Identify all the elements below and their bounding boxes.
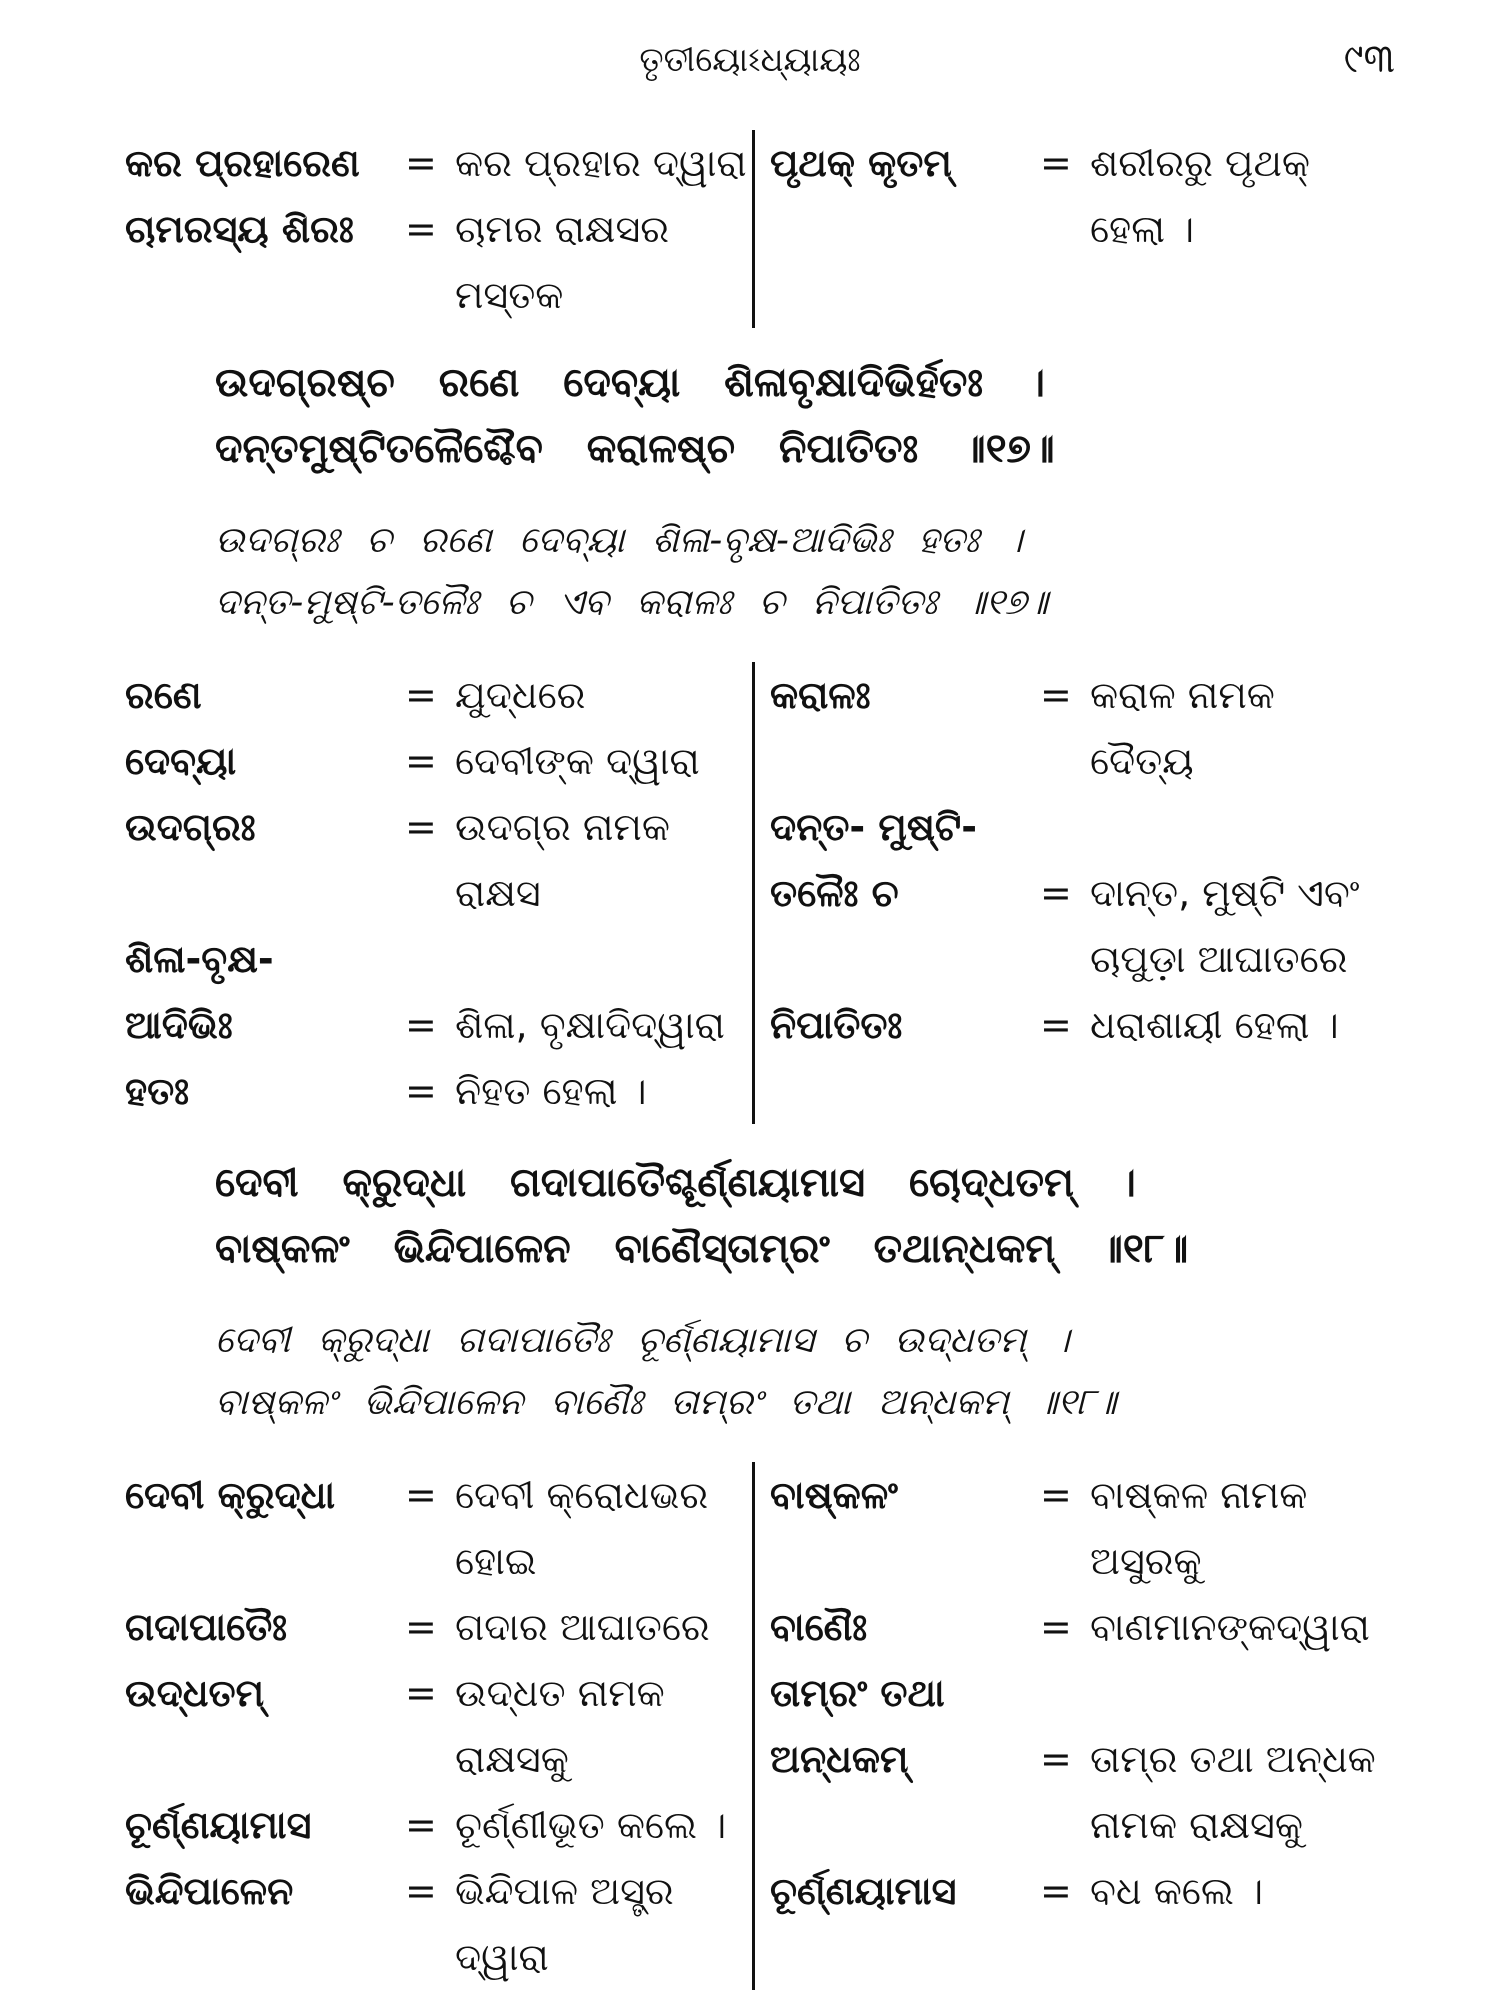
gloss-meaning: ରାକ୍ଷସ (455, 871, 541, 915)
gloss-equals: = (1040, 141, 1072, 185)
verse-17-padaccheda (215, 510, 1315, 634)
gloss-meaning: ଚୂର୍ଣ୍ଣୀଭୂତ କଲେ । (455, 1803, 727, 1847)
gloss-table-1-left (125, 130, 745, 328)
gloss-row (770, 130, 1405, 196)
gloss-term: ବାଣୈଃ (770, 1605, 868, 1649)
gloss-row (770, 196, 1405, 262)
verse-line: ବାଷ୍କଳଂ ଭିନ୍ଦିପାଳେନ ବାଣୈସ୍ତାମ୍ରଂ ତଥାନ୍ଧକମ୍ ॥୧୮॥ (215, 1226, 1189, 1272)
gloss-term: ଭିନ୍ଦିପାଳେନ (125, 1869, 294, 1913)
gloss-meaning: ଦେବୀଙ୍କ ଦ୍ୱାରା (455, 739, 700, 783)
gloss-meaning: ଗଦାର ଆଘାତରେ (455, 1605, 710, 1649)
verse-18-padaccheda (215, 1310, 1315, 1434)
gloss-equals: = (405, 1605, 437, 1649)
split-line: ଦେବୀ କ୍ରୁଦ୍ଧା ଗଦାପାତୈଃ ଚୂର୍ଣ୍ଣୟାମାସ ଚ ଉଦ୍ଧତମ୍ । (215, 1320, 1070, 1361)
gloss-meaning: ଦାନ୍ତ, ମୁଷ୍ଟି ଏବଂ (1090, 871, 1360, 915)
gloss-meaning: ହେଲା । (1090, 207, 1195, 251)
column-divider (752, 1462, 755, 1990)
gloss-row (770, 1528, 1405, 1594)
gloss-table-2-left (125, 662, 745, 1124)
gloss-term: ଅନ୍ଧକମ୍ (770, 1737, 909, 1781)
gloss-row (125, 196, 745, 262)
gloss-meaning: ନିହତ ହେଲା । (455, 1069, 647, 1113)
gloss-equals: = (405, 1869, 437, 1913)
gloss-term: ଆଦିଭିଃ (125, 1003, 233, 1047)
gloss-row (125, 1858, 745, 1924)
gloss-meaning: ଅସୁରକୁ (1090, 1539, 1202, 1583)
gloss-term: ଚାମରସ୍ୟ ଶିରଃ (125, 207, 354, 251)
gloss-meaning: ଉଦ୍ଧତ ନାମକ (455, 1671, 665, 1715)
gloss-table-3 (125, 1462, 1405, 1990)
split-line: ବାଷ୍କଳଂ ଭିନ୍ଦିପାଳେନ ବାଣୈଃ ତାମ୍ରଂ ତଥା ଅନ୍ଧକମ୍ ॥୧୮॥ (215, 1382, 1117, 1423)
split-line: ଦନ୍ତ-ମୁଷ୍ଟି-ତଳୈଃ ଚ ଏବ କରାଳଃ ଚ ନିପାତିତଃ ॥୧୭॥ (215, 582, 1048, 623)
gloss-equals: = (405, 805, 437, 849)
gloss-meaning: ରାକ୍ଷସକୁ (455, 1737, 569, 1781)
gloss-meaning: ବାଣମାନଙ୍କଦ୍ୱାରା (1090, 1605, 1370, 1649)
gloss-term: ତଳୈଃ ଚ (770, 871, 899, 915)
gloss-table-2-right (770, 662, 1405, 1058)
gloss-meaning: ହୋଇ (455, 1539, 537, 1583)
gloss-row (125, 1058, 745, 1124)
column-divider (752, 662, 755, 1124)
gloss-table-3-left (125, 1462, 745, 1990)
column-divider (752, 130, 755, 328)
gloss-row (125, 992, 745, 1058)
gloss-term: ଦେବ୍ୟା (125, 739, 237, 783)
verse-line: ଦେବୀ କ୍ରୁଦ୍ଧା ଗଦାପାତୈଶ୍ଚୂର୍ଣ୍ଣୟାମାସ ଚୋଦ୍ଧତମ୍ । (215, 1160, 1136, 1206)
gloss-meaning: ତାମ୍ର ତଥା ଅନ୍ଧକ (1090, 1737, 1376, 1781)
gloss-term: ଗଦାପାତୈଃ (125, 1605, 287, 1649)
gloss-term: ଶିଳା-ବୃକ୍ଷ- (125, 937, 274, 981)
page-number: ୯୩ (1343, 36, 1395, 82)
gloss-meaning: ମସ୍ତକ (455, 273, 564, 317)
verse-17 (215, 350, 1315, 482)
running-title: ତୃତୀୟୋଽଧ୍ୟାୟଃ (639, 40, 861, 80)
gloss-meaning: ନାମକ ରାକ୍ଷସକୁ (1090, 1803, 1303, 1847)
gloss-meaning: କରାଳ ନାମକ (1090, 673, 1275, 717)
gloss-equals: = (405, 673, 437, 717)
gloss-row (125, 662, 745, 728)
gloss-equals: = (1040, 673, 1072, 717)
gloss-meaning: ଶରୀରରୁ ପୃଥକ୍ (1090, 141, 1310, 185)
gloss-term: ଚୂର୍ଣ୍ଣୟାମାସ (125, 1803, 312, 1847)
gloss-equals: = (1040, 1473, 1072, 1517)
gloss-term: ଚୂର୍ଣ୍ଣୟାମାସ (770, 1869, 957, 1913)
gloss-meaning: ଦ୍ୱାରା (455, 1935, 549, 1979)
gloss-equals: = (405, 1069, 437, 1113)
gloss-row (770, 662, 1405, 728)
gloss-meaning: ବାଷ୍କଳ ନାମକ (1090, 1473, 1308, 1517)
gloss-term: ନିପାତିତଃ (770, 1003, 903, 1047)
gloss-row (125, 1924, 745, 1990)
gloss-equals: = (1040, 1605, 1072, 1649)
gloss-row (770, 1462, 1405, 1528)
gloss-equals: = (405, 1003, 437, 1047)
gloss-row (125, 262, 745, 328)
gloss-row (770, 1858, 1405, 1924)
gloss-meaning: ଧରାଶାୟୀ ହେଲା । (1090, 1003, 1339, 1047)
gloss-meaning: କର ପ୍ରହାର ଦ୍ୱାରା (455, 141, 747, 185)
gloss-meaning: ଉଦଗ୍ର ନାମକ (455, 805, 670, 849)
gloss-row (125, 1594, 745, 1660)
gloss-term: ପୃଥକ୍ କୃତମ୍ (770, 141, 952, 185)
gloss-row (125, 1462, 745, 1528)
gloss-meaning: ଚାପୁଡ଼ା ଆଘାତରେ (1090, 937, 1348, 981)
gloss-term: ଉଦ୍ଧତମ୍ (125, 1671, 265, 1715)
gloss-meaning: ଶିଳା, ବୃକ୍ଷାଦିଦ୍ୱାରା (455, 1003, 725, 1047)
gloss-row (770, 1660, 1405, 1726)
gloss-meaning: ଯୁଦ୍ଧରେ (455, 673, 586, 717)
gloss-equals: = (405, 1671, 437, 1715)
page-header (0, 32, 1500, 92)
verse-18 (215, 1150, 1315, 1282)
gloss-term: ତାମ୍ରଂ ତଥା (770, 1671, 945, 1715)
gloss-table-1 (125, 130, 1405, 328)
gloss-term: ହତଃ (125, 1069, 190, 1113)
gloss-row (125, 794, 745, 860)
gloss-equals: = (1040, 871, 1072, 915)
gloss-equals: = (405, 207, 437, 251)
gloss-meaning: ବଧ କଲେ । (1090, 1869, 1264, 1913)
gloss-term: ରଣେ (125, 673, 202, 717)
gloss-meaning: ଭିନ୍ଦିପାଳ ଅସ୍ତ୍ର (455, 1869, 674, 1913)
gloss-term: ବାଷ୍କଳଂ (770, 1473, 898, 1517)
gloss-equals: = (405, 141, 437, 185)
gloss-row (770, 1792, 1405, 1858)
verse-line: ଉଦଗ୍ରଷ୍ଚ ରଣେ ଦେବ୍ୟା ଶିଳାବୃକ୍ଷାଦିଭିର୍ହତଃ । (215, 360, 1045, 406)
gloss-term: କର ପ୍ରହାରେଣ (125, 141, 360, 185)
gloss-row (770, 926, 1405, 992)
gloss-table-1-right (770, 130, 1405, 262)
gloss-row (125, 130, 745, 196)
gloss-equals: = (405, 1803, 437, 1847)
gloss-equals: = (405, 1473, 437, 1517)
gloss-meaning: ଦେବୀ କ୍ରୋଧଭର (455, 1473, 709, 1517)
gloss-row (125, 1528, 745, 1594)
split-line: ଉଦଗ୍ରଃ ଚ ରଣେ ଦେବ୍ୟା ଶିଳା-ବୃକ୍ଷ-ଆଦିଭିଃ ହତଃ । (215, 520, 1023, 561)
gloss-table-2 (125, 662, 1405, 1124)
gloss-term: ଉଦଗ୍ରଃ (125, 805, 256, 849)
gloss-term: ଦେବୀ କ୍ରୁଦ୍ଧା (125, 1473, 336, 1517)
gloss-row (770, 992, 1405, 1058)
gloss-row (125, 1792, 745, 1858)
gloss-table-3-right (770, 1462, 1405, 1924)
gloss-meaning: ଦୈତ୍ୟ (1090, 739, 1194, 783)
gloss-term: ଦନ୍ତ- ମୁଷ୍ଟି- (770, 805, 977, 849)
gloss-row (125, 860, 745, 926)
gloss-row (125, 1660, 745, 1726)
gloss-row (125, 1726, 745, 1792)
gloss-row (770, 794, 1405, 860)
gloss-row (770, 860, 1405, 926)
gloss-row (770, 1726, 1405, 1792)
gloss-row (125, 926, 745, 992)
gloss-term: କରାଳଃ (770, 673, 871, 717)
gloss-row (125, 728, 745, 794)
gloss-equals: = (405, 739, 437, 783)
verse-line: ଦନ୍ତମୁଷ୍ଟିତଳୈଶ୍ଚୈବ କରାଳଷ୍ଚ ନିପାତିତଃ ॥୧୭॥ (215, 426, 1055, 472)
gloss-equals: = (1040, 1003, 1072, 1047)
gloss-equals: = (1040, 1737, 1072, 1781)
gloss-row (770, 1594, 1405, 1660)
gloss-meaning: ଚାମର ରାକ୍ଷସର (455, 207, 670, 251)
gloss-row (770, 728, 1405, 794)
gloss-equals: = (1040, 1869, 1072, 1913)
